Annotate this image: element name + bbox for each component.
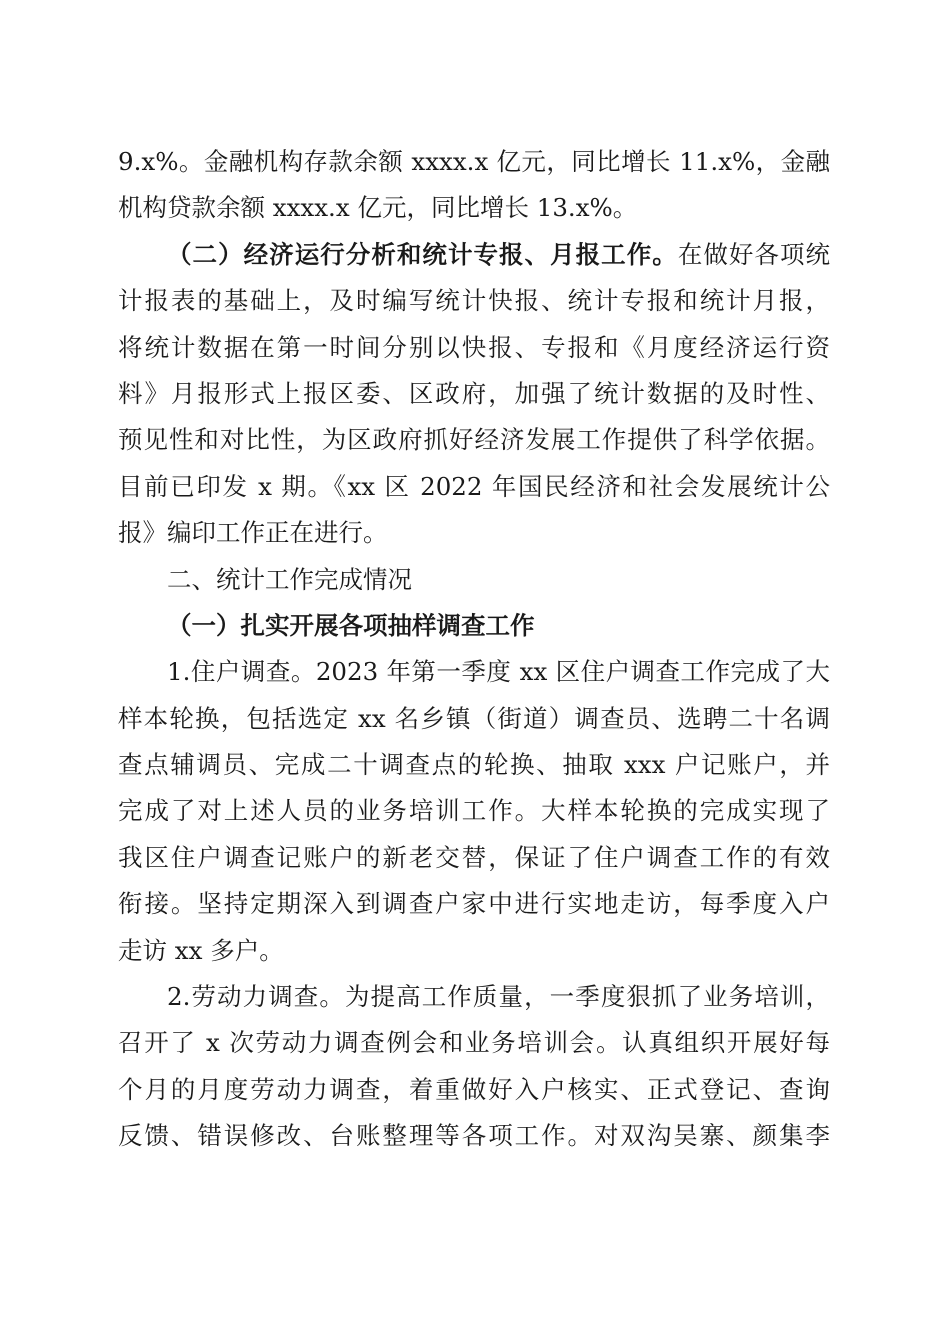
paragraph-line: 反馈、错误修改、台账整理等各项工作。对双沟吴寨、颜集李 [118,1121,830,1151]
paragraph-line: 将统计数据在第一时间分别以快报、专报和《月度经济运行资 [118,332,830,362]
document-page [118,140,830,1161]
section-heading: 二、统计工作完成情况 [167,564,412,594]
paragraph-line: 衔接。坚持定期深入到调查户家中进行实地走访，每季度入户 [118,889,830,919]
paragraph-line: 召开了 x 次劳动力调查例会和业务培训会。认真组织开展好每 [118,1028,830,1058]
paragraph-line: 2.劳动力调查。为提高工作质量，一季度狠抓了业务培训， [167,982,830,1012]
paragraph-text: 在做好各项统 [677,239,831,269]
paragraph-line: 完成了对上述人员的业务培训工作。大样本轮换的完成实现了 [118,796,830,826]
paragraph-line: 样本轮换，包括选定 xx 名乡镇（街道）调查员、选聘二十名调 [118,703,830,733]
paragraph-line [118,233,830,277]
paragraph-line: 个月的月度劳动力调查，着重做好入户核实、正式登记、查询 [118,1074,830,1104]
subsection-heading: （一）扎实开展各项抽样调查工作 [167,610,535,640]
paragraph-line: 9.x%。金融机构存款余额 xxxx.x 亿元，同比增长 11.x%，金融 [118,147,830,176]
paragraph-line: 报》编印工作正在进行。 [118,518,388,548]
paragraph-line: 机构贷款余额 xxxx.x 亿元，同比增长 13.x%。 [118,193,638,223]
paragraph-line: 预见性和对比性，为区政府抓好经济发展工作提供了科学依据。 [118,425,830,455]
paragraph-line: 目前已印发 x 期。《xx 区 2022 年国民经济和社会发展统计公 [118,471,830,501]
section-title-2: （二）经济运行分析和统计专报、月报工作。 [167,239,678,269]
paragraph-line: 计报表的基础上，及时编写统计快报、统计专报和统计月报， [118,286,830,316]
paragraph-line: 查点辅调员、完成二十调查点的轮换、抽取 xxx 户记账户，并 [118,750,830,780]
paragraph-line: 我区住户调查记账户的新老交替，保证了住户调查工作的有效 [118,842,830,872]
paragraph-line: 1.住户调查。2023 年第一季度 xx 区住户调查工作完成了大 [167,657,830,687]
paragraph-line: 走访 xx 多户。 [118,935,284,965]
paragraph-line: 料》月报形式上报区委、区政府，加强了统计数据的及时性、 [118,378,830,408]
